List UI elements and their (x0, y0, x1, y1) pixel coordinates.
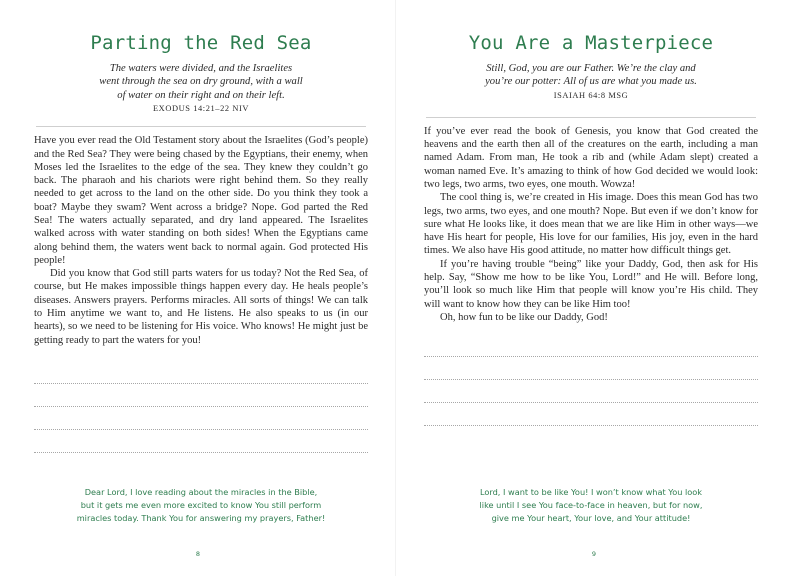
verse-line: Still, God, you are our Father. We’re the clay and (486, 63, 696, 74)
prayer-line: miracles today. Thank You for answering my prayers, Father! (76, 513, 326, 524)
body-paragraph: Have you ever read the Old Testament story about the Israelites (God’s people) and the Red Sea? They were being chased by the Egyptians, their enemy, when Moses led the Israelites to the edge of the sea. They knew they couldn’t go back. The pharaoh and his chariots were right behind them. So they really needed to get across to the land on the other side. Do you think they took a boat? Maybe they swam? Went across a bridge? Nope. God parted the Red Sea! The waters actually separated, and dry land appeared. The Israelites walked across with water standing on both sides! When the Egyptians came along behind them, the waters went back to normal again. God protected His people! (34, 135, 368, 266)
verse-line: you’re our potter: All of us are what you made us. (485, 76, 697, 88)
page-number: 9 (591, 550, 597, 558)
body-paragraph: The cool thing is, we’re created in His image. Does this mean God has two legs, two arms, two eyes, and one mouth? Nope. But even if we don’t know for sure what He looks like, it does mean that we are like Him in other ways—we have His heart for people, His love for our families, His joy, even in the hard times. We also have His good attitude, no matter how difficult things get. (424, 192, 758, 257)
journal-line (424, 334, 758, 357)
journal-line (34, 430, 368, 453)
divider (36, 126, 366, 127)
devotional-body (424, 125, 758, 324)
prayer-line: but it gets me even more excited to know You still perform (80, 500, 322, 511)
page-title: Parting the Red Sea (90, 32, 312, 54)
journal-line (34, 407, 368, 430)
journal-line (424, 403, 758, 426)
prayer-line: Lord, I want to be like You! I won’t know what You look (479, 487, 703, 497)
prayer-line: Dear Lord, I love reading about the miracles in the Bible, (84, 487, 318, 497)
journal-line (34, 384, 368, 407)
right-page (396, 0, 792, 576)
body-paragraph: If you’ve ever read the book of Genesis, you know that God created the heavens and the earth then all of the creatures on the earth, including a man named Adam. From man, He took a rib and (while Adam slept) created a woman named Eve. It’s amazing to think of how God decided we would look: two legs, two arms, two eyes, one mouth. Wowza! (424, 125, 758, 190)
devotional-body (34, 134, 368, 347)
prayer-line: give me Your heart, Your love, and Your attitude! (491, 513, 691, 524)
body-paragraph: If you’re having trouble “being” like your Daddy, God, then ask for His help. Say, “Show me how to be like You, Lord!” and He will. Before long, you’ll look so much like Him that people will know you’re His child. They will want to know how they can be like Him too! (424, 258, 758, 310)
verse-line: The waters were divided, and the Israelites (109, 63, 293, 74)
journal-lines (34, 361, 368, 453)
page-title: You Are a Masterpiece (468, 32, 714, 54)
verse-line: went through the sea on dry ground, with a wall (99, 76, 303, 88)
page-number: 8 (195, 550, 201, 558)
scripture-reference: ISAIAH 64:8 MSG (553, 90, 629, 100)
journal-lines (424, 334, 758, 426)
body-paragraph: Oh, how fun to be like our Daddy, God! (440, 311, 608, 323)
body-paragraph: Did you know that God still parts waters for us today? Not the Red Sea, of course, but He makes impossible things happen every day. He heals people’s diseases. Answers prayers. Performs miracles. All sorts of things! We can talk to Him anytime we want to, and He listens. He also speaks to us (in our hearts), so we need to be listening for His voice. Who knows! He might just be getting ready to part the waters for you! (34, 268, 368, 346)
verse-line: of water on their right and on their left. (117, 89, 285, 101)
scripture-reference: EXODUS 14:21–22 NIV (152, 104, 250, 114)
journal-line (34, 361, 368, 384)
scripture-verse (62, 62, 340, 102)
divider (426, 117, 756, 118)
prayer (436, 486, 746, 526)
journal-line (424, 357, 758, 380)
journal-line (424, 380, 758, 403)
prayer-line: like until I see You face-to-face in heaven, but for now, (479, 500, 703, 511)
prayer (46, 486, 356, 526)
scripture-verse (452, 62, 730, 89)
